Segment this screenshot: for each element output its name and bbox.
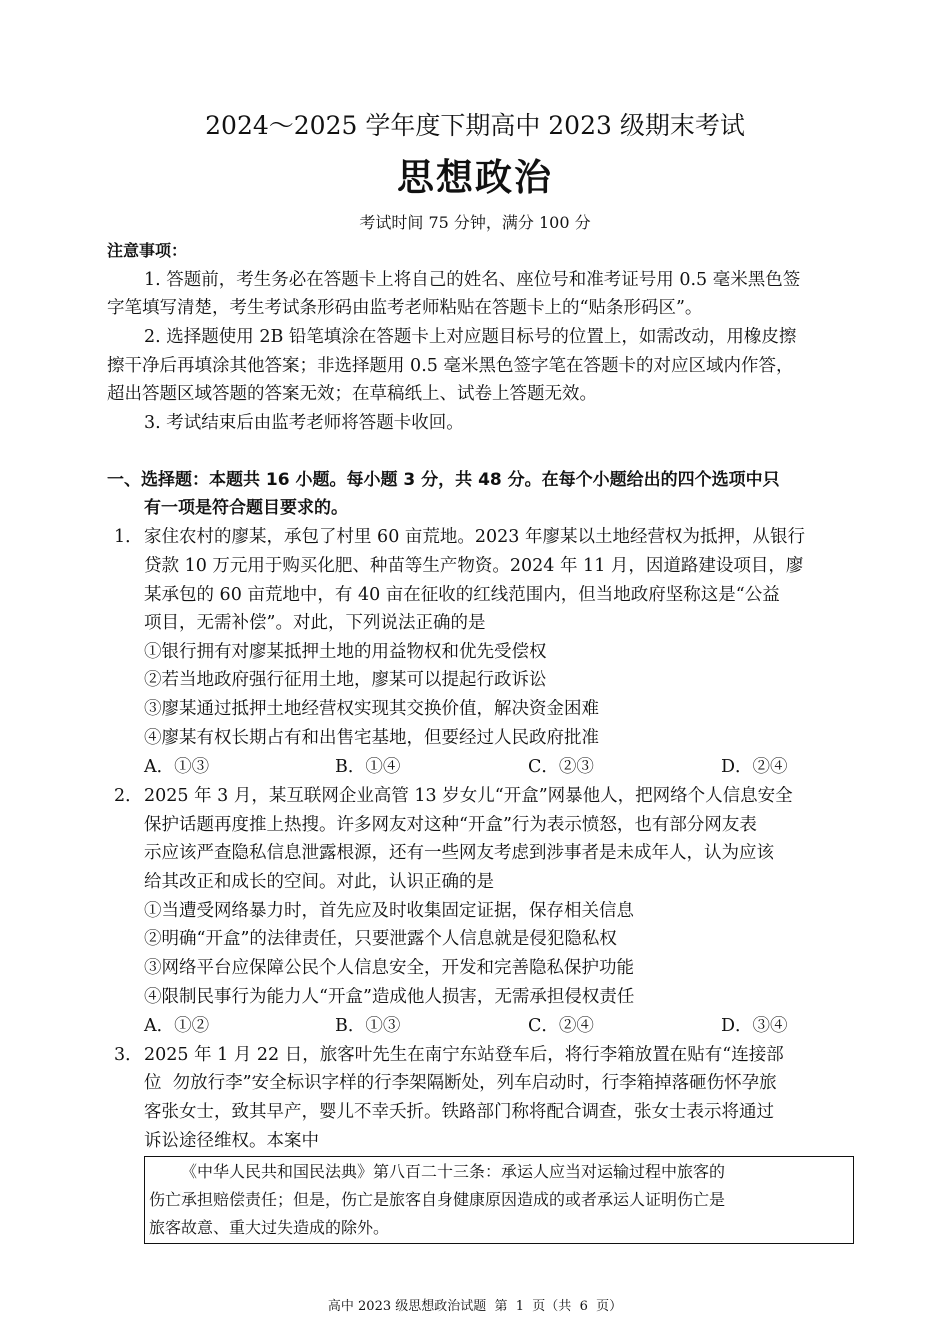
section-heading: 一、选择题：本题共 16 小题。每小题 3 分，共 48 分。在每个小题给出的四个选项中只 xyxy=(107,470,780,490)
question-stem: 给其改正和成长的空间。对此，认识正确的是 xyxy=(144,872,494,892)
notes-line: 2. 选择题使用 2B 铅笔填涂在答题卡上对应题目标号的位置上，如需改动，用橡皮擦 xyxy=(144,327,797,347)
question-number: 3． xyxy=(114,1045,143,1065)
question-stem: 某承包的 60 亩荒地中，有 40 亩在征收的红线范围内，但当地政府坚称这是“公益 xyxy=(144,585,780,605)
question-stem: 客张女士，致其早产，婴儿不幸夭折。铁路部门称将配合调查，张女士表示将通过 xyxy=(144,1102,774,1122)
exam-title: 2024～2025 学年度下期高中 2023 级期末考试 xyxy=(205,111,745,140)
subject-title: 思想政治 xyxy=(397,156,553,199)
statement: ④限制民事行为能力人“开盒”造成他人损害，无需承担侵权责任 xyxy=(144,987,635,1007)
exam-info: 考试时间 75 分钟，满分 100 分 xyxy=(359,213,591,232)
notes-line: 3. 考试结束后由监考老师将答题卡收回。 xyxy=(144,413,464,433)
law-quote-line: 《中华人民共和国民法典》第八百二十三条：承运人应当对运输过程中旅客的 xyxy=(181,1162,726,1181)
statement: ③廖某通过抵押土地经营权实现其交换价值，解决资金困难 xyxy=(144,699,599,719)
law-quote-line: 旅客故意、重大过失造成的除外。 xyxy=(149,1218,390,1237)
statement: ①当遭受网络暴力时，首先应及时收集固定证据，保存相关信息 xyxy=(144,901,634,921)
section-heading: 有一项是符合题目要求的。 xyxy=(144,498,348,518)
question-stem: 位 勿放行李”安全标识字样的行李架隔断处，列车启动时，行李箱掉落砸伤怀孕旅 xyxy=(144,1073,777,1093)
option-c: C．②③ xyxy=(528,757,594,777)
question-stem: 2025 年 3 月，某互联网企业高管 13 岁女儿“开盒”网暴他人，把网络个人信息安全 xyxy=(144,786,793,806)
question-stem: 保护话题再度推上热搜。许多网友对这种“开盒”行为表示愤怒，也有部分网友表 xyxy=(144,815,757,835)
option-a: A．①② xyxy=(144,1016,210,1036)
notes-line: 擦干净后再填涂其他答案；非选择题用 0.5 毫米黑色签字笔在答题卡的对应区域内作答， xyxy=(107,356,794,376)
law-quote-line: 伤亡承担赔偿责任；但是，伤亡是旅客自身健康原因造成的或者承运人证明伤亡是 xyxy=(149,1190,726,1209)
page-footer: 高中 2023 级思想政治试题 第 1 页（共 6 页） xyxy=(327,1299,623,1314)
statement: ④廖某有权长期占有和出售宅基地，但要经过人民政府批准 xyxy=(144,728,599,748)
question-number: 1． xyxy=(114,527,143,547)
question-number: 2． xyxy=(114,786,143,806)
notes-line: 1. 答题前，考生务必在答题卡上将自己的姓名、座位号和准考证号用 0.5 毫米黑色签 xyxy=(144,270,801,290)
option-c: C．②④ xyxy=(528,1016,594,1036)
statement: ③网络平台应保障公民个人信息安全，开发和完善隐私保护功能 xyxy=(144,958,634,978)
statement: ②若当地政府强行征用土地，廖某可以提起行政诉讼 xyxy=(144,670,547,690)
notes-heading: 注意事项： xyxy=(107,241,188,260)
notes-line: 字笔填写清楚，考生考试条形码由监考老师粘贴在答题卡上的“贴条形码区”。 xyxy=(107,298,703,318)
option-d: D．③④ xyxy=(721,1016,788,1036)
question-stem: 2025 年 1 月 22 日，旅客叶先生在南宁东站登车后，将行李箱放置在贴有“连接部 xyxy=(144,1045,784,1065)
option-a: A．①③ xyxy=(144,757,210,777)
option-b: B．①③ xyxy=(335,1016,401,1036)
question-stem: 诉讼途径维权。本案中 xyxy=(144,1131,319,1151)
question-stem: 贷款 10 万元用于购买化肥、种苗等生产物资。2024 年 11 月，因道路建设项目，廖 xyxy=(144,556,804,576)
option-b: B．①④ xyxy=(335,757,401,777)
question-stem: 示应该严查隐私信息泄露根源，还有一些网友考虑到涉事者是未成年人，认为应该 xyxy=(144,843,774,863)
option-d: D．②④ xyxy=(721,757,788,777)
statement: ②明确“开盒”的法律责任，只要泄露个人信息就是侵犯隐私权 xyxy=(144,929,617,949)
question-stem: 项目，无需补偿”。对此，下列说法正确的是 xyxy=(144,613,486,633)
law-quote-box xyxy=(144,1156,854,1244)
statement: ①银行拥有对廖某抵押土地的用益物权和优先受偿权 xyxy=(144,642,547,662)
question-stem: 家住农村的廖某，承包了村里 60 亩荒地。2023 年廖某以土地经营权为抵押，从银行 xyxy=(144,527,805,547)
notes-line: 超出答题区域答题的答案无效；在草稿纸上、试卷上答题无效。 xyxy=(107,384,597,404)
